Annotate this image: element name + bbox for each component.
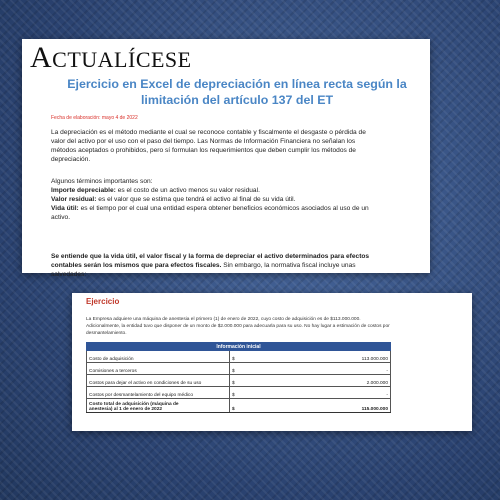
row-value: - <box>244 363 391 375</box>
exercise-line: desmantelamiento. <box>86 331 127 336</box>
term-item <box>51 204 421 213</box>
term-name: Valor residual: <box>51 196 97 203</box>
term-text: es el tiempo por el cual una entidad espera obtener beneficios económicos asociados al uso de un <box>78 205 369 212</box>
exercise-title: Ejercicio <box>86 297 120 306</box>
term-name: Vida útil: <box>51 205 79 212</box>
publication-date: Fecha de elaboración: mayo 4 de 2022 <box>51 115 138 121</box>
total-label-line: Costo total de adquisición (máquina de <box>89 402 179 407</box>
row-currency: $ <box>230 363 245 375</box>
closing-bold: contables serán los mismos que para efectos fiscales. <box>51 262 222 269</box>
total-label <box>87 399 230 413</box>
closing-text: salvedades: <box>51 271 87 278</box>
closing-text: Sin embargo, la normativa fiscal incluye unas <box>221 262 356 269</box>
row-value: 113.000.000 <box>244 351 391 363</box>
row-currency: $ <box>230 375 245 387</box>
intro-paragraph <box>51 128 421 164</box>
row-label: Comisiones a terceros <box>87 363 230 375</box>
term-tail: activo. <box>51 214 71 221</box>
row-label: Costo de adquisición <box>87 351 230 363</box>
row-currency: $ <box>230 351 245 363</box>
total-row <box>87 399 391 413</box>
term-text: es el valor que se estima que tendrá el activo al final de su vida útil. <box>96 196 296 203</box>
closing-paragraph <box>51 252 421 279</box>
total-currency: $ <box>230 399 245 413</box>
initial-info-table <box>86 342 391 413</box>
row-label: Costos por desmantelamiento del equipo médico <box>87 387 230 399</box>
table-row <box>87 351 391 363</box>
term-name: Importe depreciable: <box>51 187 116 194</box>
table-row <box>87 363 391 375</box>
table-header: Información inicial <box>87 343 391 351</box>
brand-logo[interactable]: ACTUALÍCESE <box>30 41 192 74</box>
term-item <box>51 186 421 195</box>
exercise-paragraph <box>86 316 458 337</box>
table-row <box>87 375 391 387</box>
intro-line: métodos aceptados o prohibidos, pero sí formulan los requerimientos que deben cumplir los métodos de <box>51 147 356 154</box>
intro-line: valor del activo por el uso con el paso del tiempo. Las Normas de Información Financiera no señalan los <box>51 138 356 145</box>
exercise-card <box>72 293 472 431</box>
total-value: 115.000.000 <box>244 399 391 413</box>
terms-heading: Algunos términos importantes son: <box>51 178 153 185</box>
row-value: - <box>244 387 391 399</box>
total-label-line: anestesia) al 1 de enero de 2022 <box>89 407 163 412</box>
exercise-line: Adicionalmente, la entidad tuvo que disponer de un monto de $2.000.000 para adecuarla para su uso. No hay lugar a estimación de costos por <box>86 324 390 329</box>
intro-line: depreciación. <box>51 156 91 163</box>
table-row <box>87 387 391 399</box>
article-card <box>22 39 430 278</box>
term-item <box>51 195 421 204</box>
row-currency: $ <box>230 387 245 399</box>
closing-bold: Se entiende que la vida útil, el valor fiscal y la forma de depreciar el activo determinados para efectos <box>51 253 370 260</box>
intro-line: La depreciación es el método mediante el cual se reconoce contable y fiscalmente el desgaste o pérdida de <box>51 129 366 136</box>
row-label: Costos para dejar el activo en condiciones de su uso <box>87 375 230 387</box>
term-text: es el costo de un activo menos su valor residual. <box>115 187 260 194</box>
row-value: 2.000.000 <box>244 375 391 387</box>
article-title: Ejercicio en Excel de depreciación en línea recta según la limitación del artículo 137 del ET <box>67 77 407 107</box>
exercise-line: La Empresa adquiere una máquina de anestesia el primero (1) de enero de 2022, cuyo costo de adquisición es de $113.000.000. <box>86 317 361 322</box>
terms-paragraph <box>51 177 421 222</box>
